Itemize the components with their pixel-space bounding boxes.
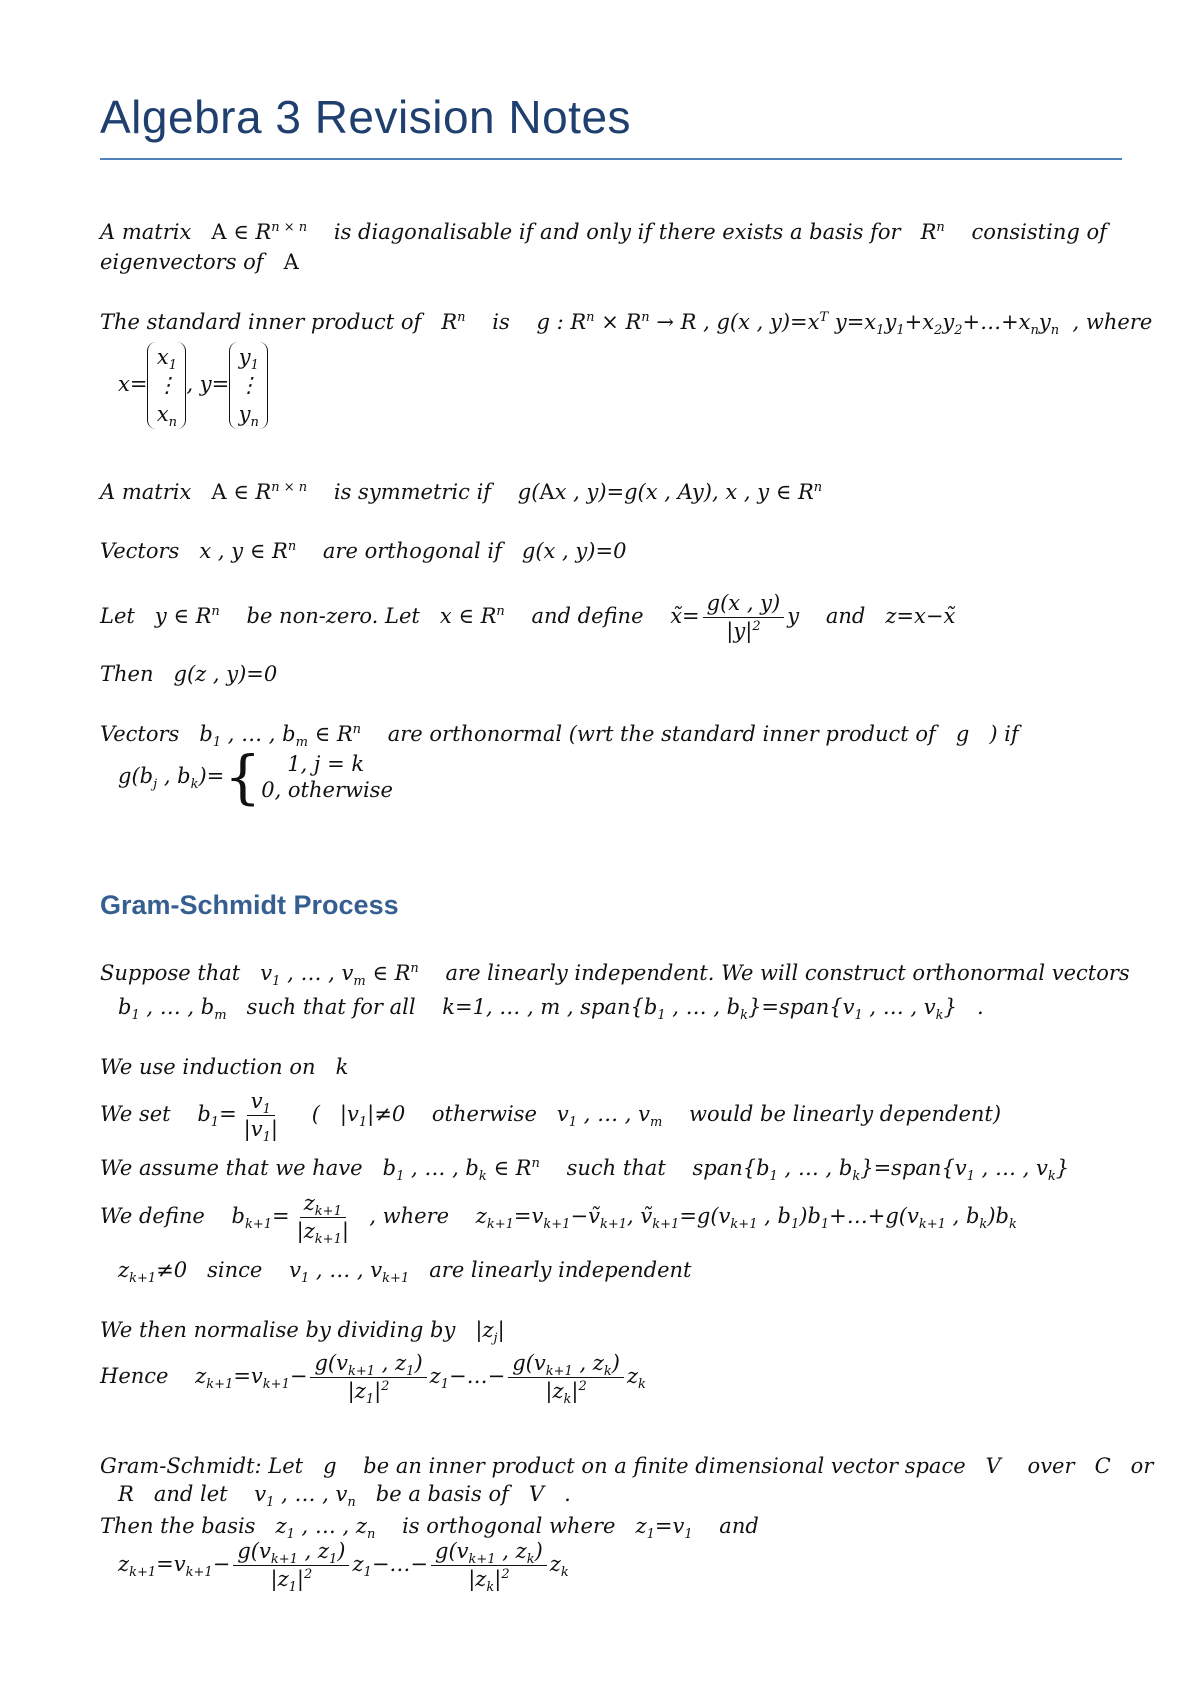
gs-inductive-step: We define $b_{k+1}=$ $\frac{z_{k+1}}{|z_{k+1}|}$ , where $z_{k+1}=v_{k+1}-ṽ_{k+1}$, $ṽ_{k+1}=g(v_{k+1}$ , $b_1)b_1+\dots+g(v_{k+1}$ , $b_k)b_k$	[100, 1191, 1017, 1248]
gs-nonzero: $z_{k+1}\ne 0$ since $v_1$ , … , $v_{k+1}$ are linearly independent	[118, 1258, 692, 1287]
gs-theorem-formula: $z_{k+1}=v_{k+1}-$ $\frac{g(v_{k+1} , z_1)}{|z_1|^2}$ $z_1-\dots-$ $\frac{g(v_{k+1} , z_k)}{|z_k|^2}$ $z_k$	[118, 1539, 569, 1596]
symmetric-definition: A matrix A ∈ $R^{n \times n}$ is symmetric if g(Ax , y)=g(x , Ay), x , y ∈ $R^n$	[100, 480, 823, 504]
gs-theorem: Gram-Schmidt: Let g be an inner product on a finite dimensional vector space V over C or	[100, 1454, 1154, 1478]
orthonormal-cases: $g(b_j$ , $b_k)=${ 1, j = k 0, otherwise	[118, 743, 393, 811]
gs-suppose-cont: $b_1$ , … , $b_m$ such that for all k=1, … , m , $span\{b_1$ , … , $b_k\}=span\{v_1$ , … , $v_k$} .	[118, 995, 984, 1024]
orthonormal-definition: Vectors $b_1$ , … , $b_m$ ∈ $R^n$ are orthonormal (wrt the standard inner product of g ) if	[100, 722, 1019, 751]
projection-definition: Let y ∈ $R^n$ be non-zero. Let x ∈ $R^n$ and define x̃= $\frac{g(x , y)}{|y|^2}$ y and z=x−x̃	[100, 591, 956, 644]
title-underline	[100, 158, 1122, 160]
gs-normalise: We then normalise by dividing by $|z_j|$	[100, 1318, 505, 1347]
document-title: Algebra 3 Revision Notes	[100, 91, 632, 143]
gs-base-case: We set $b_1=$ $\frac{v_1}{|v_1|}$ ( $|v_1|\ne 0$ otherwise $v_1$ , … , $v_m$ would be linearly dependent)	[100, 1089, 1002, 1146]
gs-assumption: We assume that we have $b_1$ , … , $b_k$ ∈ $R^n$ such that $span\{b_1$ , … , $b_k\}=span\{v_1$ , … , $v_k$}	[100, 1156, 1070, 1185]
gs-hence: Hence $z_{k+1}=v_{k+1}-$ $\frac{g(v_{k+1} , z_1)}{|z_1|^2}$ $z_1-\dots-$ $\frac{g(v_{k+1} , z_k)}{|z_k|^2}$ $z_k$	[100, 1351, 646, 1408]
diagonalisable-definition-cont: eigenvectors of A	[100, 250, 299, 274]
projection-result: Then g(z , y)=0	[100, 662, 278, 686]
gs-theorem-result: Then the basis $z_1$ , … , $z_n$ is orthogonal where $z_1=v_1$ and	[100, 1514, 759, 1543]
gs-induction: We use induction on k	[100, 1055, 349, 1079]
gs-theorem-cont: R and let $v_1$ , … , $v_n$ be a basis of V .	[118, 1482, 571, 1511]
diagonalisable-definition: A matrix A ∈ $R^{n \times n}$ is diagonalisable if and only if there exists a basis for $R^n$ consisting of	[100, 220, 1107, 244]
section-heading: Gram-Schmidt Process	[100, 890, 399, 920]
vector-definitions: x= $x_1$ ⋮ $x_n$ , y= $y_1$ ⋮ $y_n$	[118, 342, 268, 429]
gs-suppose: Suppose that $v_1$ , … , $v_m$ ∈ $R^n$ are linearly independent. We will construct orthonormal vectors	[100, 961, 1130, 990]
standard-inner-product: The standard inner product of $R^n$ is g : $R^n \times R^n \to R$ , g(x , $y)=x^T$ $y=x_1y_1+x_2y_2+\dots+x_ny_n$ , where	[100, 310, 1153, 339]
orthogonal-definition: Vectors x , y ∈ $R^n$ are orthogonal if g(x , y)=0	[100, 539, 627, 563]
